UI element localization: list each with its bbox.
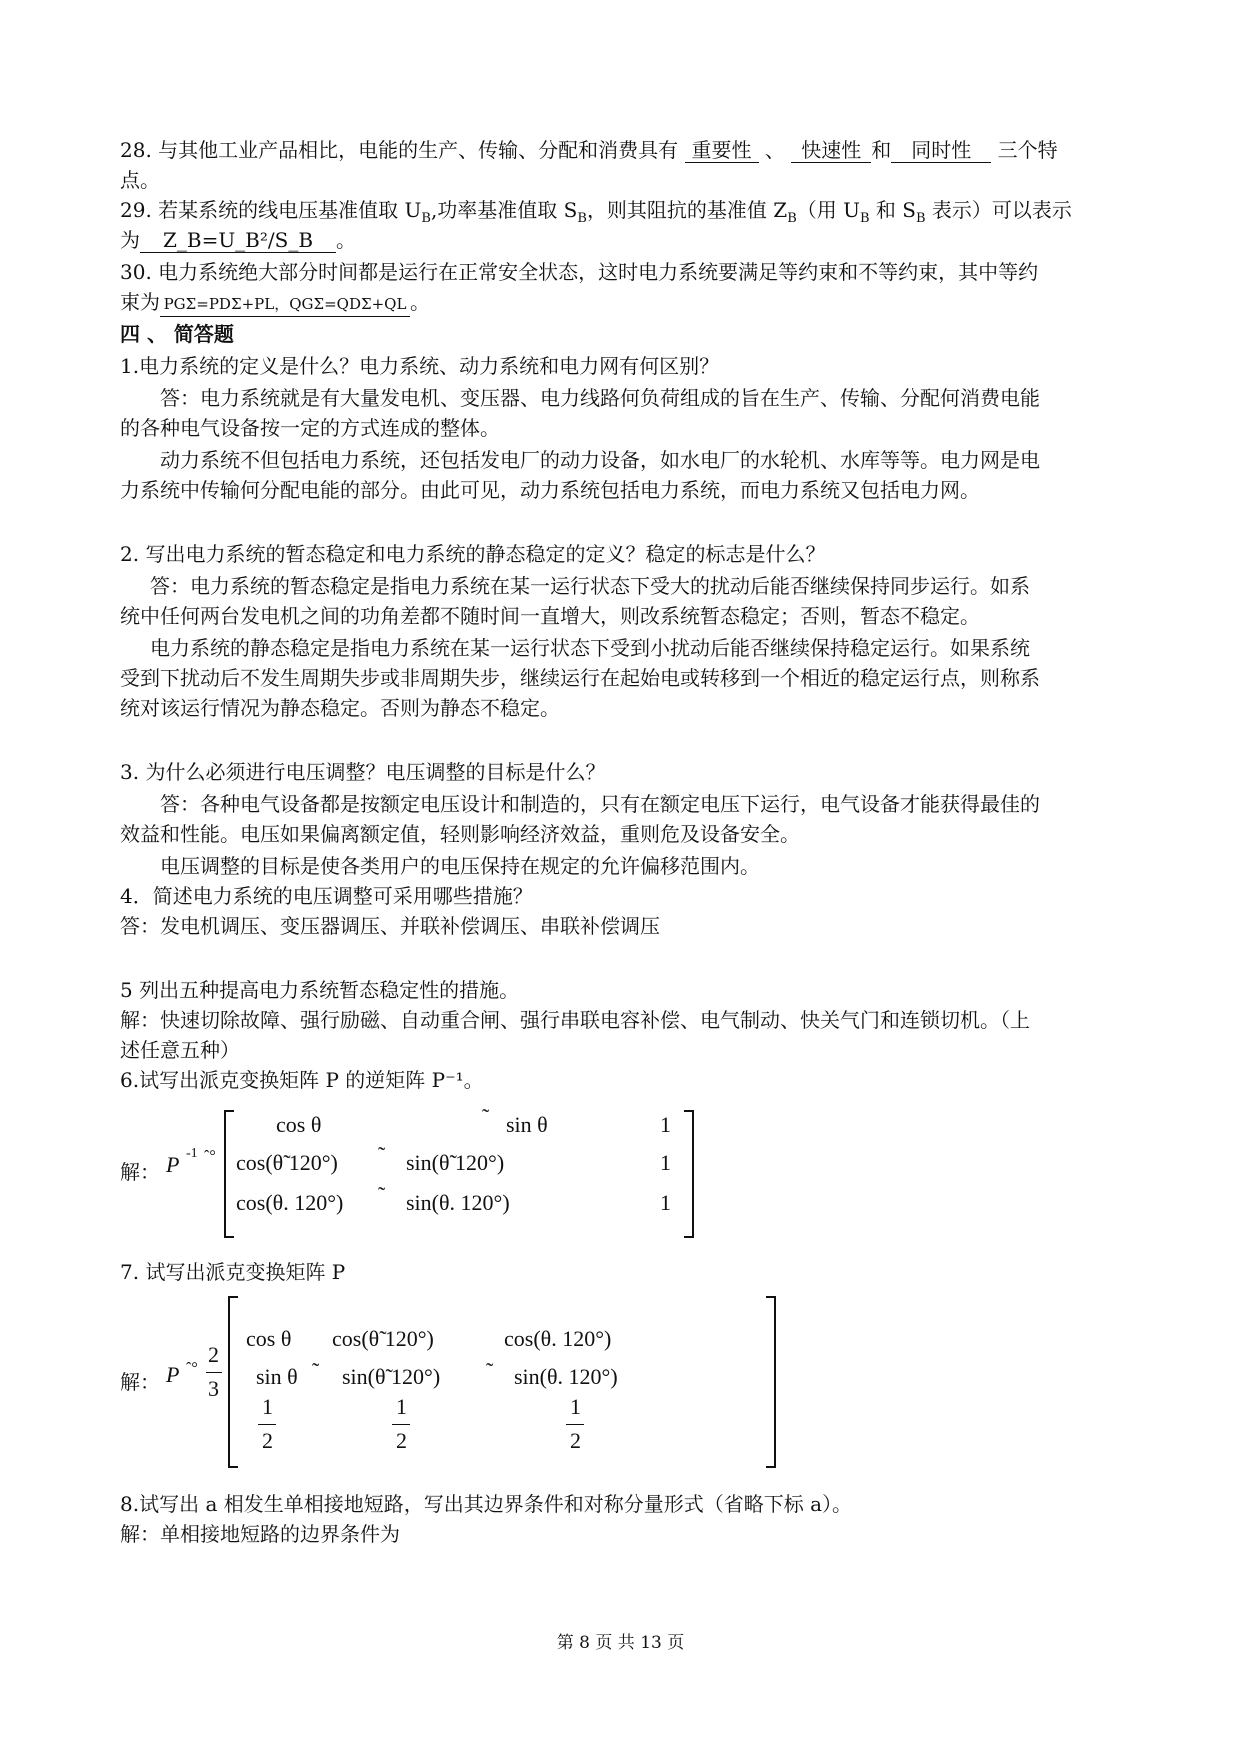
q6-question: 6.试写出派克变换矩阵 P 的逆矩阵 P⁻¹。 [120,1068,484,1092]
q29-sub-5: B [915,211,926,226]
matrix6-r3c1: cos(θ. 120°) [236,1190,344,1215]
q29-sub-3: B [787,211,797,226]
q29-answer: Z_B=U_B²/S_B [140,228,336,253]
q4-answer: 答：发电机调压、变压器调压、并联补偿调压、串联补偿调压 [120,914,660,938]
q28-tail: 三个特 [997,138,1058,162]
matrix7-r2c1: sin θ [256,1364,298,1389]
matrix6-garble: ˆ° [204,1148,216,1165]
q30-prefix: 束为 [120,290,160,314]
q1-answer-line-4: 力系统中传输何分配电能的部分。由此可见，动力系统包括电力系统，而电力系统又包括电力网。 [120,478,980,502]
q29-tail: 。 [336,228,356,252]
matrix7-half1-bar [258,1424,276,1425]
matrix7-frac-den: 3 [208,1376,219,1401]
matrix7-lead: 解： [120,1370,160,1394]
q29-part-5: 和 S [869,198,916,222]
matrix6-tilde-2: ˜ [378,1142,386,1167]
q29-line-2 [120,226,356,256]
park-matrix [120,1294,800,1470]
matrix6-left-bracket [224,1110,234,1238]
q29-part-3: ，则其阻抗的基准值 Z [586,198,788,222]
q4-question: 4．简述电力系统的电压调整可采用哪些措施？ [120,884,533,908]
matrix6-right-bracket [684,1110,694,1238]
matrix7-half2-den: 2 [396,1428,407,1453]
matrix6-tilde-1: ˜ [482,1104,490,1129]
q1-answer-line-1: 答：电力系统就是有大量发电机、变压器、电力线路何负荷组成的旨在生产、传输、分配何消费电能 [160,386,1040,410]
q30-line-2 [120,288,430,318]
matrix7-r2c2: sin(θ̃ 120°) [342,1364,441,1389]
q1-answer-line-2: 的各种电气设备按一定的方式连成的整体。 [120,416,500,440]
q30-answer: PGΣ=PDΣ+PL，QGΣ=QDΣ+QL [160,292,410,317]
matrix6-r1c3: 1 [660,1112,671,1137]
matrix6-r2c3: 1 [660,1150,671,1175]
q2-answer-line-1: 答：电力系统的暂态稳定是指电力系统在某一运行状态下受大的扰动后能否继续保持同步运行。如系 [150,574,1030,598]
inverse-park-matrix [120,1104,720,1244]
q2-answer-line-2: 统中任何两台发电机之间的功角差都不随时间一直增大，则改系统暂态稳定；否则，暂态不稳定。 [120,604,980,628]
q5-answer-line-2: 述任意五种） [120,1038,240,1062]
q3-answer-line-1: 答：各种电气设备都是按额定电压设计和制造的，只有在额定电压下运行，电气设备才能获得最佳的 [160,792,1040,816]
matrix6-r1c2: sin θ [506,1112,548,1137]
document-page [120,0,1126,1754]
q29-line-1 [120,196,1072,226]
matrix6-r3c3: 1 [660,1190,671,1215]
q29-sub-4: B [859,211,870,226]
matrix6-tilde-3: ˜ [378,1182,386,1207]
matrix7-garble: ˆ° [186,1360,198,1377]
matrix7-r1c2: cos(θ̃ 120°) [332,1326,434,1351]
q30-tail: 。 [410,290,430,314]
q28-sep-2: 和 [871,138,892,162]
q5-answer-line-1: 解：快速切除故障、强行励磁、自动重合闸、强行串联电容补偿、电气制动、快关气门和连锁切机。（上 [120,1008,1030,1032]
q28-line-2: 点。 [120,168,160,192]
matrix7-half3-bar [566,1424,584,1425]
matrix6-lhs-sup: -1 [186,1146,198,1161]
matrix7-r2c3: sin(θ. 120°) [514,1364,618,1389]
matrix7-right-bracket [766,1296,776,1468]
q28-line-1 [120,136,1058,166]
q29-sub-1: B [421,211,431,226]
matrix7-frac-bar [206,1372,222,1373]
matrix6-r2c2: sin(θ̃ 120°) [406,1150,505,1175]
matrix7-half1-num: 1 [262,1394,273,1419]
q28-blank-1: 重要性 [685,138,759,163]
q29-sub-2: B [577,211,587,226]
q1-question: 1.电力系统的定义是什么？电力系统、动力系统和电力网有何区别？ [120,354,720,378]
matrix7-left-bracket [228,1296,238,1468]
matrix6-lead: 解： [120,1160,160,1184]
matrix7-half3-den: 2 [570,1428,581,1453]
q8-answer: 解：单相接地短路的边界条件为 [120,1522,400,1546]
matrix7-tilde-1: ˜ [312,1358,320,1383]
q29-part-6: 表示）可以表示 [925,198,1072,222]
q7-question: 7. 试写出派克变换矩阵 P [120,1260,346,1284]
matrix6-r1c1: cos θ [276,1112,322,1137]
matrix7-half2-num: 1 [396,1394,407,1419]
q3-question: 3. 为什么必须进行电压调整？电压调整的目标是什么？ [120,760,606,784]
q28-blank-2: 快速性 [791,138,871,163]
matrix7-half2-bar [392,1424,410,1425]
matrix7-half3-num: 1 [570,1394,581,1419]
q2-answer-line-4: 受到下扰动后不发生周期失步或非周期失步，继续运行在起始电或转移到一个相近的稳定运行点，则称系 [120,666,1040,690]
matrix7-half1-den: 2 [262,1428,273,1453]
q28-sep-1: 、 [764,138,785,162]
q2-answer-line-5: 统对该运行情况为静态稳定。否则为静态不稳定。 [120,696,560,720]
q3-answer-line-3: 电压调整的目标是使各类用户的电压保持在规定的允许偏移范围内。 [160,854,760,878]
matrix7-frac-num: 2 [208,1342,219,1367]
q8-question: 8.试写出 a 相发生单相接地短路，写出其边界条件和对称分量形式（省略下标 a）。 [120,1492,853,1516]
matrix7-r1c3: cos(θ. 120°) [504,1326,612,1351]
q30-line-1: 30. 电力系统绝大部分时间都是运行在正常安全状态，这时电力系统要满足等约束和不等约束，其中等约 [120,260,1039,284]
q28-blank-3: 同时性 [891,138,991,163]
matrix7-tilde-2: ˜ [486,1358,494,1383]
section-heading: 四 、 简答题 [120,322,234,346]
q3-answer-line-2: 效益和性能。电压如果偏离额定值，轻则影响经济效益，重则危及设备安全。 [120,822,800,846]
q1-answer-line-3: 动力系统不但包括电力系统，还包括发电厂的动力设备，如水电厂的水轮机、水库等等。电力网是电 [160,448,1040,472]
q2-answer-line-3: 电力系统的静态稳定是指电力系统在某一运行状态下受到小扰动后能否继续保持稳定运行。如果系统 [150,636,1030,660]
matrix6-lhs: P [166,1152,180,1177]
matrix6-r3c2: sin(θ. 120°) [406,1190,510,1215]
q29-part-4: （用 U [796,198,860,222]
q29-part-1: 29. 若某系统的线电压基准值取 U [120,198,422,222]
q5-question: 5 列出五种提高电力系统暂态稳定性的措施。 [120,978,520,1002]
matrix6-r2c1: cos(θ̃ 120°) [236,1150,338,1175]
q2-question: 2. 写出电力系统的暂态稳定和电力系统的静态稳定的定义？稳定的标志是什么？ [120,542,826,566]
q28-text: 28. 与其他工业产品相比，电能的生产、传输、分配和消费具有 [120,138,679,162]
matrix7-lhs: P [166,1362,180,1387]
matrix7-r1c1: cos θ [246,1326,292,1351]
q29-prefix: 为 [120,228,140,252]
q29-part-2: ,功率基准值取 S [430,198,578,222]
page-footer: 第 8 页 共 13 页 [556,1633,685,1653]
